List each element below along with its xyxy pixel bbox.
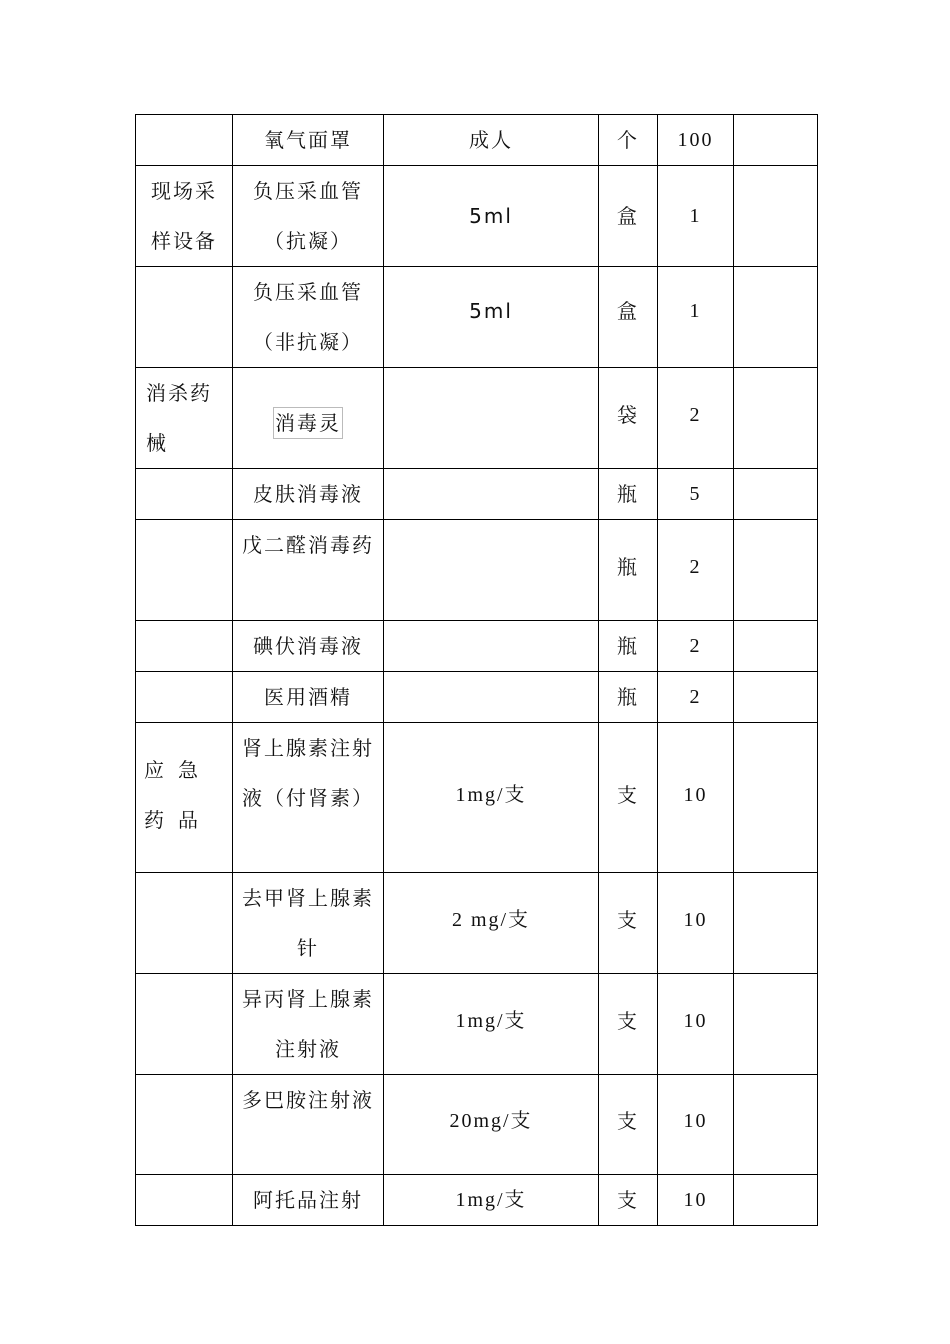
table-row bbox=[136, 723, 818, 873]
spec-cell bbox=[384, 621, 599, 672]
unit-cell: 瓶 bbox=[599, 621, 658, 672]
category-cell: 消杀药械 bbox=[136, 368, 233, 469]
note-cell bbox=[734, 368, 818, 469]
note-cell bbox=[734, 974, 818, 1075]
category-cell bbox=[136, 621, 233, 672]
item-name-cell: 碘伏消毒液 bbox=[233, 621, 384, 672]
table-row bbox=[136, 166, 818, 267]
unit-cell: 袋 bbox=[599, 368, 658, 469]
quantity-cell: 1 bbox=[658, 166, 734, 267]
item-name-cell: 负压采血管（非抗凝） bbox=[233, 267, 384, 368]
quantity-cell: 100 bbox=[658, 115, 734, 166]
spec-cell bbox=[384, 469, 599, 520]
note-cell bbox=[734, 267, 818, 368]
spec-cell bbox=[384, 520, 599, 621]
unit-cell: 盒 bbox=[599, 166, 658, 267]
quantity-cell: 10 bbox=[658, 1075, 734, 1175]
quantity-cell: 5 bbox=[658, 469, 734, 520]
quantity-cell: 2 bbox=[658, 368, 734, 469]
table-row bbox=[136, 672, 818, 723]
unit-cell: 瓶 bbox=[599, 469, 658, 520]
item-name-cell: 异丙肾上腺素注射液 bbox=[233, 974, 384, 1075]
unit-cell: 个 bbox=[599, 115, 658, 166]
quantity-cell: 10 bbox=[658, 1175, 734, 1226]
note-cell bbox=[734, 166, 818, 267]
quantity-cell: 10 bbox=[658, 723, 734, 873]
quantity-cell: 10 bbox=[658, 974, 734, 1075]
unit-cell: 支 bbox=[599, 974, 658, 1075]
note-cell bbox=[734, 115, 818, 166]
spec-cell: 成人 bbox=[384, 115, 599, 166]
unit-cell: 支 bbox=[599, 723, 658, 873]
category-cell bbox=[136, 1175, 233, 1226]
spec-cell: 1mg/支 bbox=[384, 723, 599, 873]
note-cell bbox=[734, 469, 818, 520]
spec-cell: 1mg/支 bbox=[384, 1175, 599, 1226]
table-row bbox=[136, 621, 818, 672]
item-name-cell: 氧气面罩 bbox=[233, 115, 384, 166]
spec-cell bbox=[384, 368, 599, 469]
note-cell bbox=[734, 520, 818, 621]
quantity-cell: 10 bbox=[658, 873, 734, 974]
category-cell: 现场采样设备 bbox=[136, 166, 233, 267]
table-row bbox=[136, 873, 818, 974]
table-row bbox=[136, 115, 818, 166]
note-cell bbox=[734, 873, 818, 974]
quantity-cell: 2 bbox=[658, 621, 734, 672]
note-cell bbox=[734, 672, 818, 723]
category-cell bbox=[136, 672, 233, 723]
table-row bbox=[136, 520, 818, 621]
note-cell bbox=[734, 1175, 818, 1226]
table-row bbox=[136, 469, 818, 520]
note-cell bbox=[734, 621, 818, 672]
spec-cell: 5ml bbox=[384, 166, 599, 267]
category-cell: 应急药品 bbox=[136, 723, 233, 873]
unit-cell: 支 bbox=[599, 1175, 658, 1226]
note-cell bbox=[734, 723, 818, 873]
category-cell bbox=[136, 520, 233, 621]
category-cell bbox=[136, 974, 233, 1075]
spec-cell: 20mg/支 bbox=[384, 1075, 599, 1175]
category-cell bbox=[136, 469, 233, 520]
table-row bbox=[136, 1175, 818, 1226]
item-name-cell: 消毒灵 bbox=[233, 368, 384, 469]
quantity-cell: 2 bbox=[658, 672, 734, 723]
quantity-cell: 2 bbox=[658, 520, 734, 621]
table-row bbox=[136, 1075, 818, 1175]
supplies-table bbox=[135, 114, 818, 1226]
item-name-cell: 皮肤消毒液 bbox=[233, 469, 384, 520]
spec-cell bbox=[384, 672, 599, 723]
category-cell bbox=[136, 267, 233, 368]
category-cell bbox=[136, 873, 233, 974]
item-name-cell: 去甲肾上腺素针 bbox=[233, 873, 384, 974]
spec-cell: 2 mg/支 bbox=[384, 873, 599, 974]
unit-cell: 盒 bbox=[599, 267, 658, 368]
unit-cell: 瓶 bbox=[599, 672, 658, 723]
table-row bbox=[136, 368, 818, 469]
category-cell bbox=[136, 1075, 233, 1175]
category-cell bbox=[136, 115, 233, 166]
unit-cell: 支 bbox=[599, 873, 658, 974]
item-name-cell: 肾上腺素注射液（付肾素） bbox=[233, 723, 384, 873]
unit-cell: 瓶 bbox=[599, 520, 658, 621]
note-cell bbox=[734, 1075, 818, 1175]
quantity-cell: 1 bbox=[658, 267, 734, 368]
table-row bbox=[136, 974, 818, 1075]
table-row bbox=[136, 267, 818, 368]
item-name-cell: 阿托品注射 bbox=[233, 1175, 384, 1226]
spec-cell: 1mg/支 bbox=[384, 974, 599, 1075]
item-name-cell: 负压采血管（抗凝） bbox=[233, 166, 384, 267]
unit-cell: 支 bbox=[599, 1075, 658, 1175]
spec-cell: 5ml bbox=[384, 267, 599, 368]
item-name-cell: 戊二醛消毒药 bbox=[233, 520, 384, 621]
item-name-cell: 医用酒精 bbox=[233, 672, 384, 723]
item-name-cell: 多巴胺注射液 bbox=[233, 1075, 384, 1175]
